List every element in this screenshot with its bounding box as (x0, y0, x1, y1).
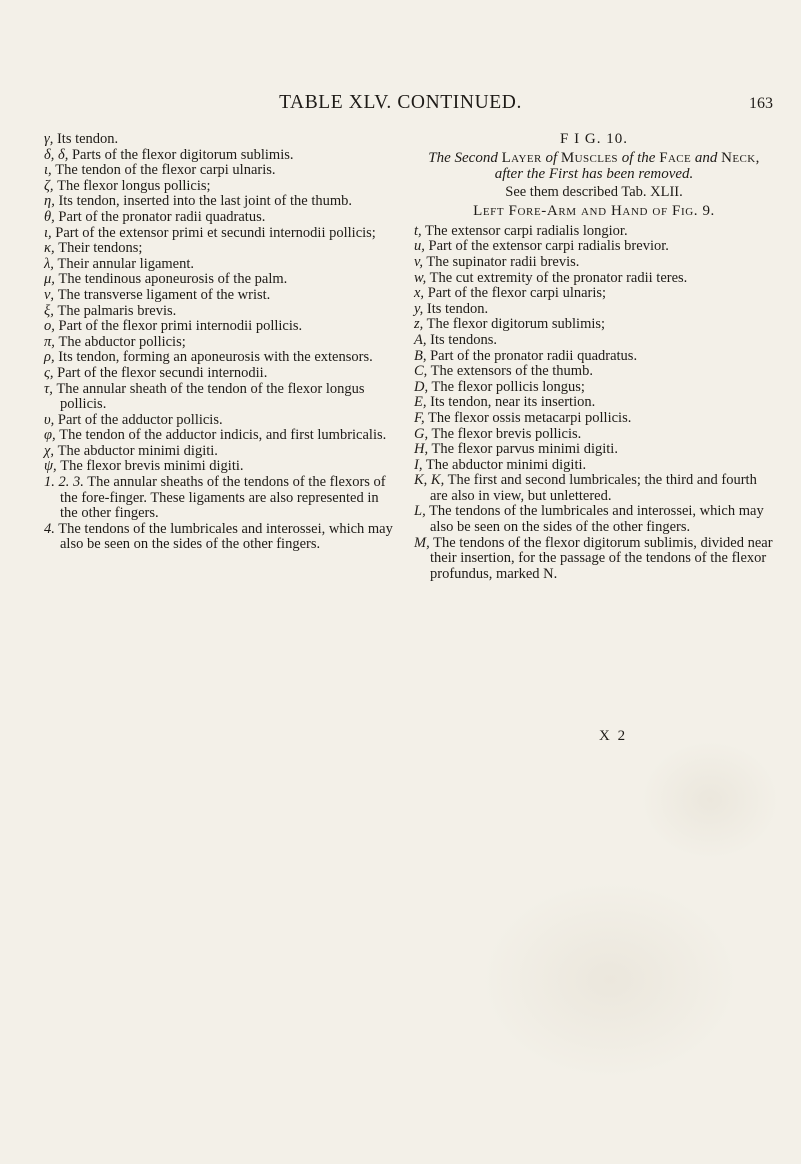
entry-text: The flexor ossis metacarpi pollicis. (428, 409, 632, 426)
entry-label: u, (414, 238, 425, 255)
legend-entry (414, 427, 774, 443)
legend-entry (414, 302, 774, 318)
description-fragment: and (691, 149, 722, 166)
entry-text: Part of the flexor primi internodii pollicis. (58, 318, 303, 335)
legend-entry (414, 364, 774, 380)
entry-label: ξ, (44, 302, 54, 319)
legend-entry (414, 286, 774, 302)
entry-label: θ, (44, 208, 55, 225)
entry-label: E, (414, 394, 427, 411)
entry-text: The abductor pollicis; (58, 333, 186, 350)
entry-text: Its tendons. (430, 331, 497, 348)
entry-label: I, (414, 456, 423, 473)
legend-entry (44, 132, 396, 148)
legend-entry (44, 444, 396, 460)
entry-label: y, (414, 300, 424, 317)
entry-text: Its tendon. (426, 300, 489, 317)
entry-text: Its tendon, near its insertion. (430, 394, 596, 411)
legend-entry (44, 459, 396, 475)
right-column (414, 132, 774, 582)
figure-description (414, 150, 774, 183)
left-column (44, 132, 396, 553)
entry-text: Its tendon, forming an aponeurosis with the extensors. (58, 349, 373, 366)
legend-entry (44, 257, 396, 273)
cross-reference: See them described Tab. XLII. (505, 183, 683, 200)
entry-label: ψ, (44, 458, 57, 475)
legend-entry (414, 349, 774, 365)
description-fragment: Muscles (560, 149, 618, 166)
entry-label: M, (414, 534, 430, 551)
entry-label: G, (414, 425, 429, 442)
entry-label: φ, (44, 427, 56, 444)
entry-label: δ, δ, (44, 146, 69, 163)
legend-entry (44, 272, 396, 288)
entry-label: w, (414, 269, 427, 286)
description-fragment: Neck, (721, 149, 760, 166)
entry-text: The tendons of the lumbricales and interossei, which may also be seen on the sides of the other fingers. (58, 520, 393, 553)
entry-text: Part of the pronator radii quadratus. (430, 347, 638, 364)
entry-text: The transverse ligament of the wrist. (57, 286, 271, 303)
legend-entry (414, 255, 774, 271)
entry-text: Their tendons; (58, 240, 143, 257)
legend-entry (414, 536, 774, 583)
entry-text: Part of the extensor carpi radialis brevior. (428, 238, 669, 255)
entry-text: The tendons of the lumbricales and interossei, which may also be seen on the sides of the other fingers. (429, 503, 764, 536)
entry-text: Its tendon, inserted into the last joint of the thumb. (58, 193, 353, 210)
entry-text: The flexor brevis minimi digiti. (60, 458, 244, 475)
entry-label: K, K, (414, 472, 445, 489)
legend-entry (44, 475, 396, 522)
legend-entry (414, 239, 774, 255)
entry-label: ι, (44, 224, 52, 241)
entry-label: B, (414, 347, 427, 364)
entry-text: The tendons of the flexor digitorum sublimis, divided near their insertion, for the passage of the tendons of the flexor profundus, marked N. (430, 534, 773, 582)
entry-label: v, (414, 253, 423, 270)
entry-label: ο, (44, 318, 55, 335)
legend-entry (414, 317, 774, 333)
entry-text: The flexor brevis pollicis. (431, 425, 582, 442)
entry-label: μ, (44, 271, 55, 288)
signature-mark: X 2 (599, 728, 628, 744)
entry-text: The flexor digitorum sublimis; (426, 316, 606, 333)
legend-entry (414, 411, 774, 427)
entry-label: ι, (44, 162, 52, 179)
description-fragment: The Second (428, 149, 502, 166)
entry-text: The annular sheath of the tendon of the flexor longus pollicis. (56, 380, 365, 413)
description-fragment: after the First has been removed. (494, 166, 694, 183)
entry-text: Parts of the flexor digitorum sublimis. (71, 146, 294, 163)
entry-label: ζ, (44, 177, 54, 194)
legend-entry (44, 335, 396, 351)
entry-label: γ, (44, 131, 54, 147)
entry-label: A, (414, 331, 427, 348)
legend-entry (44, 428, 396, 444)
legend-entry (44, 319, 396, 335)
entry-label: χ, (44, 442, 55, 459)
figure-title: F I G. 10. (560, 131, 628, 147)
entry-label: x, (414, 285, 425, 302)
entry-label: ς, (44, 364, 54, 381)
entry-text: The flexor longus pollicis; (57, 177, 211, 194)
entry-text: The tendon of the flexor carpi ulnaris. (55, 162, 276, 179)
entry-text: The annular sheaths of the tendons of the flexors of the fore-finger. These ligaments are also represented in the other fingers. (60, 474, 386, 522)
entry-label: z, (414, 316, 424, 333)
entry-text: The flexor parvus minimi digiti. (431, 441, 618, 458)
entry-text: The extensors of the thumb. (430, 363, 593, 380)
paper-stain (640, 740, 780, 860)
page-number: 163 (749, 95, 773, 112)
entry-label: π, (44, 333, 55, 350)
entry-text: The tendon of the adductor indicis, and first lumbricalis. (59, 427, 387, 444)
description-fragment: of (541, 149, 561, 166)
description-fragment: Layer (501, 149, 542, 166)
legend-entry (44, 148, 396, 164)
entry-text: Part of the extensor primi et secundi internodii pollicis; (55, 224, 376, 241)
running-head: TABLE XLV. CONTINUED. (279, 92, 522, 113)
entry-label: ν, (44, 286, 55, 303)
legend-entry (44, 210, 396, 226)
entry-text: The palmaris brevis. (57, 302, 177, 319)
legend-entry (44, 522, 396, 553)
entry-text: The tendinous aponeurosis of the palm. (58, 271, 288, 288)
legend-entry (414, 224, 774, 240)
legend-entry (44, 382, 396, 413)
entry-label: τ, (44, 380, 53, 397)
entry-label: D, (414, 378, 429, 395)
entry-text: Part of the pronator radii quadratus. (58, 208, 266, 225)
legend-entry (44, 413, 396, 429)
legend-entry (414, 271, 774, 287)
legend-entry (44, 194, 396, 210)
entry-label: 1. 2. 3. (44, 474, 84, 491)
entry-label: υ, (44, 411, 55, 428)
entry-text: The abductor minimi digiti. (57, 442, 218, 459)
legend-entry (44, 304, 396, 320)
legend-entry (414, 395, 774, 411)
entry-text: Part of the flexor secundi internodii. (57, 364, 268, 381)
legend-entry (414, 504, 774, 535)
entry-label: H, (414, 441, 429, 458)
entry-text: Its tendon. (56, 131, 119, 147)
entry-text: Part of the adductor pollicis. (57, 411, 223, 428)
entry-text: The flexor pollicis longus; (431, 378, 585, 395)
legend-entry (44, 163, 396, 179)
entry-label: 4. (44, 520, 55, 537)
entry-label: λ, (44, 255, 54, 272)
legend-entry (44, 226, 396, 242)
legend-entry (414, 442, 774, 458)
entry-label: F, (414, 409, 425, 426)
legend-entry (414, 333, 774, 349)
description-fragment: of the (617, 149, 660, 166)
paper-stain (480, 880, 740, 1080)
entry-label: t, (414, 222, 422, 239)
legend-entry (44, 241, 396, 257)
entry-text: The cut extremity of the pronator radii teres. (429, 269, 688, 286)
legend-entry (414, 458, 774, 474)
legend-entry (414, 380, 774, 396)
description-fragment: Face (659, 149, 692, 166)
entry-text: The extensor carpi radialis longior. (425, 222, 628, 239)
section-subheading: Left Fore-Arm and Hand of Fig. 9. (473, 203, 715, 220)
entry-label: η, (44, 193, 55, 210)
entry-text: Part of the flexor carpi ulnaris; (427, 285, 607, 302)
entry-text: The supinator radii brevis. (426, 253, 580, 270)
legend-entry (414, 473, 774, 504)
right-entry-list (414, 224, 774, 583)
legend-entry (44, 350, 396, 366)
entry-text: Their annular ligament. (57, 255, 195, 272)
entry-label: ρ, (44, 349, 55, 366)
entry-text: The abductor minimi digiti. (425, 456, 587, 473)
entry-text: The first and second lumbricales; the third and fourth are also in view, but unlettered. (430, 472, 757, 504)
legend-entry (44, 366, 396, 382)
entry-label: C, (414, 363, 428, 380)
legend-entry (44, 179, 396, 195)
entry-label: L, (414, 503, 426, 520)
entry-label: κ, (44, 240, 55, 257)
legend-entry (44, 288, 396, 304)
